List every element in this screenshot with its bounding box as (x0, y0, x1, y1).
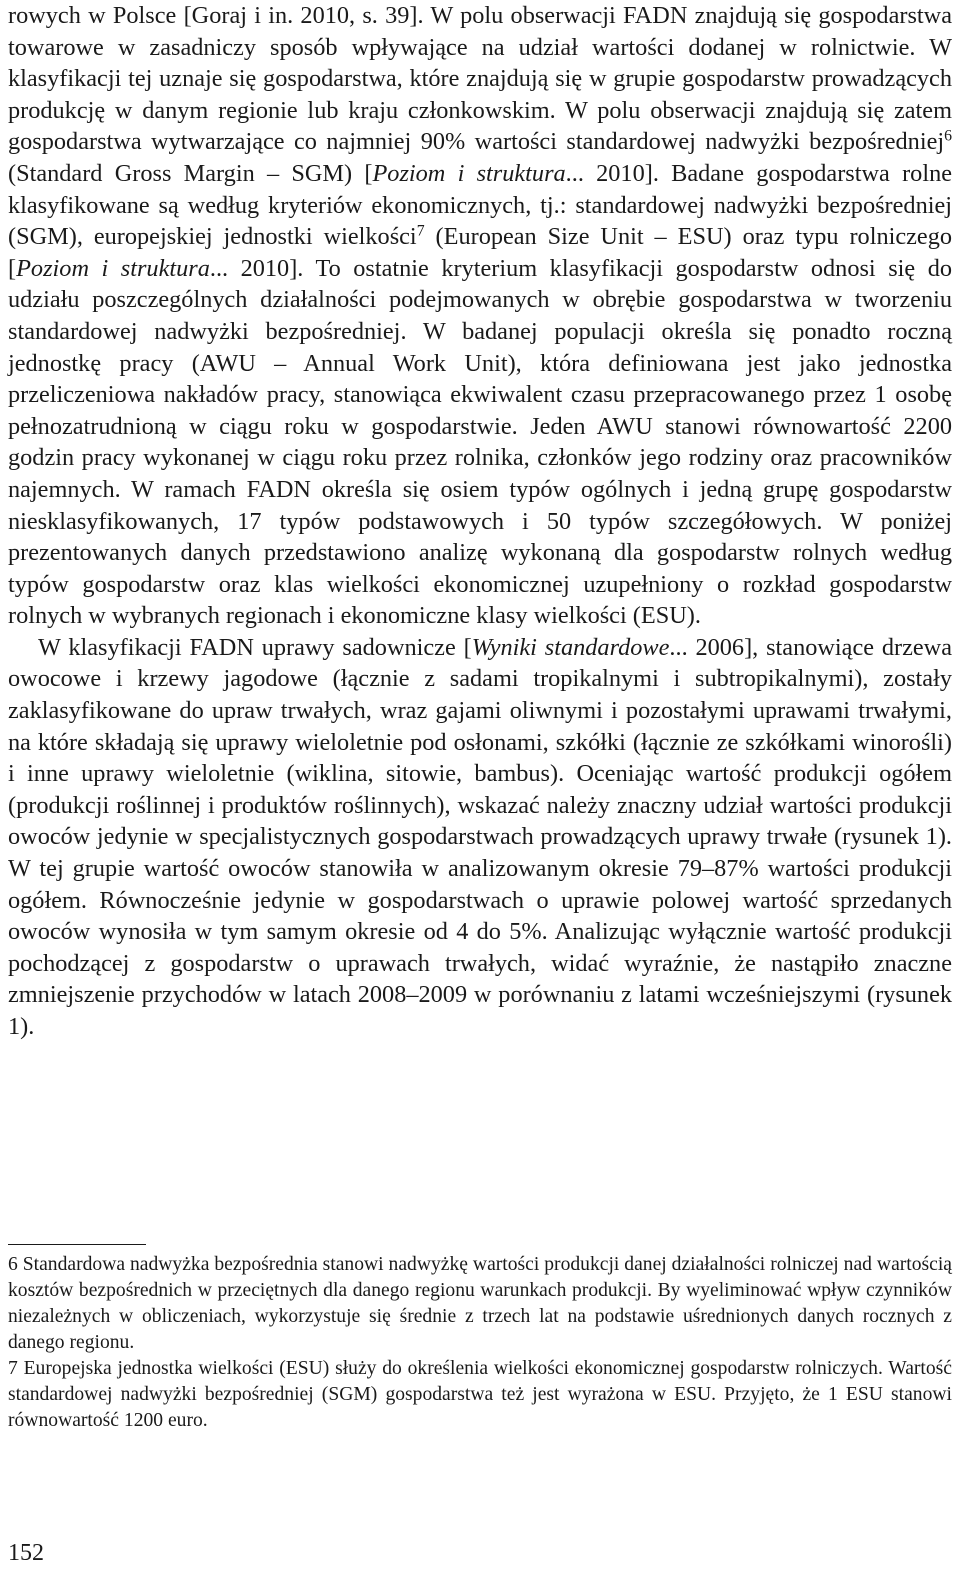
citation-poziom-1: Poziom i struktura (372, 159, 566, 187)
footnote-7-text: Europejska jednostka wielkości (ESU) służy do określenia wielkości ekonomicznej gospodarstw rolniczych. Wartość standardowej nadwyżki bezpośredniej (SGM) gospodarstwa też jest wyrażona w ESU. Przyjęto, że 1 ESU stanowi równowartość 1200 euro. (8, 1358, 952, 1431)
p1-text-1: rowych w Polsce [Goraj i in. 2010, s. 39]. W polu obserwacji FADN znajdują się gospodarstwa towarowe w zasadniczy sposób wpływające na udział wartości dodanej w rolnictwie. W klasyfikacji tej uznaje się gospodarstwa, które znajdują się w grupie gospodarstw prowadzących produkcję w danym regionie lub kraju członkowskim. W polu obserwacji znajdują się zatem gospodarstwa wytwarzające co najmniej 90% wartości standardowej nadwyżki bezpośredniej (8, 2, 952, 156)
page (8, 0, 953, 1431)
footnote-6 (8, 1252, 952, 1356)
paragraph-1 (8, 0, 952, 632)
page-number: 152 (8, 1540, 44, 1566)
p1-text-3: ... 2010]. Badane gospodarstwa rolne klasyfikowane są według kryteriów ekonomicznych, tj.: standardowej nadwyżki bezpośredniej (SGM), europejskiej jednostki wielkości (8, 159, 953, 251)
footnote-divider (8, 1244, 146, 1245)
p2-text-1: W klasyfikacji FADN uprawy sadownicze [ (38, 633, 472, 661)
footnotes (8, 1252, 952, 1434)
p1-text-4: (European Size Unit – ESU) oraz typu rolniczego [ (8, 223, 952, 282)
footnote-6-mark: 6 (8, 1254, 18, 1275)
paragraph-2 (8, 632, 952, 1043)
footnote-7 (8, 1356, 952, 1434)
main-text (8, 0, 952, 1043)
citation-wyniki: Wyniki standardowe (471, 633, 670, 661)
footnote-7-mark: 7 (8, 1358, 18, 1379)
footnote-ref-6: 6 (944, 127, 952, 145)
p1-text-2: (Standard Gross Margin – SGM) [ (8, 159, 373, 187)
p2-text-2: ... 2006], stanowiące drzewa owocowe i krzewy jagodowe (łącznie z sadami tropikalnymi i subtropikalnymi), zostały zaklasyfikowane do upraw trwałych, wraz gajami oliwnymi i pozostałymi uprawami trwałymi, na które składają się uprawy wieloletnie pod osłonami, szkółki (łącznie ze szkółkami winorośli) i inne uprawy wieloletnie (wiklina, sitowie, bambus). Oceniając wartość produkcji ogółem (produkcji roślinnej i produktów roślinnych), wskazać należy znaczny udział wartości produkcji owoców jedynie w specjalistycznych gospodarstwach prowadzących uprawy trwałe (rysunek 1). W tej grupie wartość owoców stanowiła w analizowanym okresie 79–87% wartości produkcji ogółem. Równocześnie jedynie w gospodarstwach o uprawie polowej wartość sprzedanych owoców wynosiła w tym samym okresie od 4 do 5%. Analizując wyłącznie wartość produkcji pochodzącej z gospodarstw o uprawach trwałych, widać wyraźnie, że nastąpiło znaczne zmniejszenie przychodów w latach 2008–2009 w porównaniu z latami wcześniejszymi (rysunek 1). (8, 633, 953, 1040)
p1-text-5: ... 2010]. To ostatnie kryterium klasyfikacji gospodarstw odnosi się do udziału poszczególnych działalności podejmowanych w obrębie gospodarstwa w tworzeniu standardowej nadwyżki bezpośredniej. W badanej populacji określa się ponadto roczną jednostkę pracy (AWU – Annual Work Unit), która definiowana jest jako jednostka przeliczeniowa nakładów pracy, stanowiąca ekwiwalent czasu przepracowanego przez 1 osobę pełnozatrudnioną w ciągu roku w gospodarstwie. Jeden AWU stanowi równowartość 2200 godzin pracy wykonanej w ciągu roku przez rolnika, członków jego rodziny oraz pracowników najemnych. W ramach FADN określa się osiem typów ogólnych i jedną grupę gospodarstw niesklasyfikowanych, 17 typów podstawowych i 50 typów szczegółowych. W poniżej prezentowanych danych przedstawiono analizę wykonaną dla gospodarstw rolnych według typów gospodarstw oraz klas wielkości ekonomicznej uzupełniony o rozkład gospodarstw rolnych w wybranych regionach i ekonomiczne klasy wielkości (ESU). (8, 254, 952, 630)
footnote-ref-7: 7 (416, 222, 425, 240)
citation-poziom-2: Poziom i struktura (16, 254, 210, 282)
footnote-6-text: Standardowa nadwyżka bezpośrednia stanowi nadwyżkę wartości produkcji danej działalności rolniczej nad wartością kosztów bezpośrednich w przeciętnych dla danego regionu warunkach produkcji. By wyeliminować wpływ czynników niezależnych w obliczeniach, wykorzystuje się średnie z trzech lat na podstawie uśrednionych danych rocznych z danego regionu. (8, 1254, 952, 1353)
